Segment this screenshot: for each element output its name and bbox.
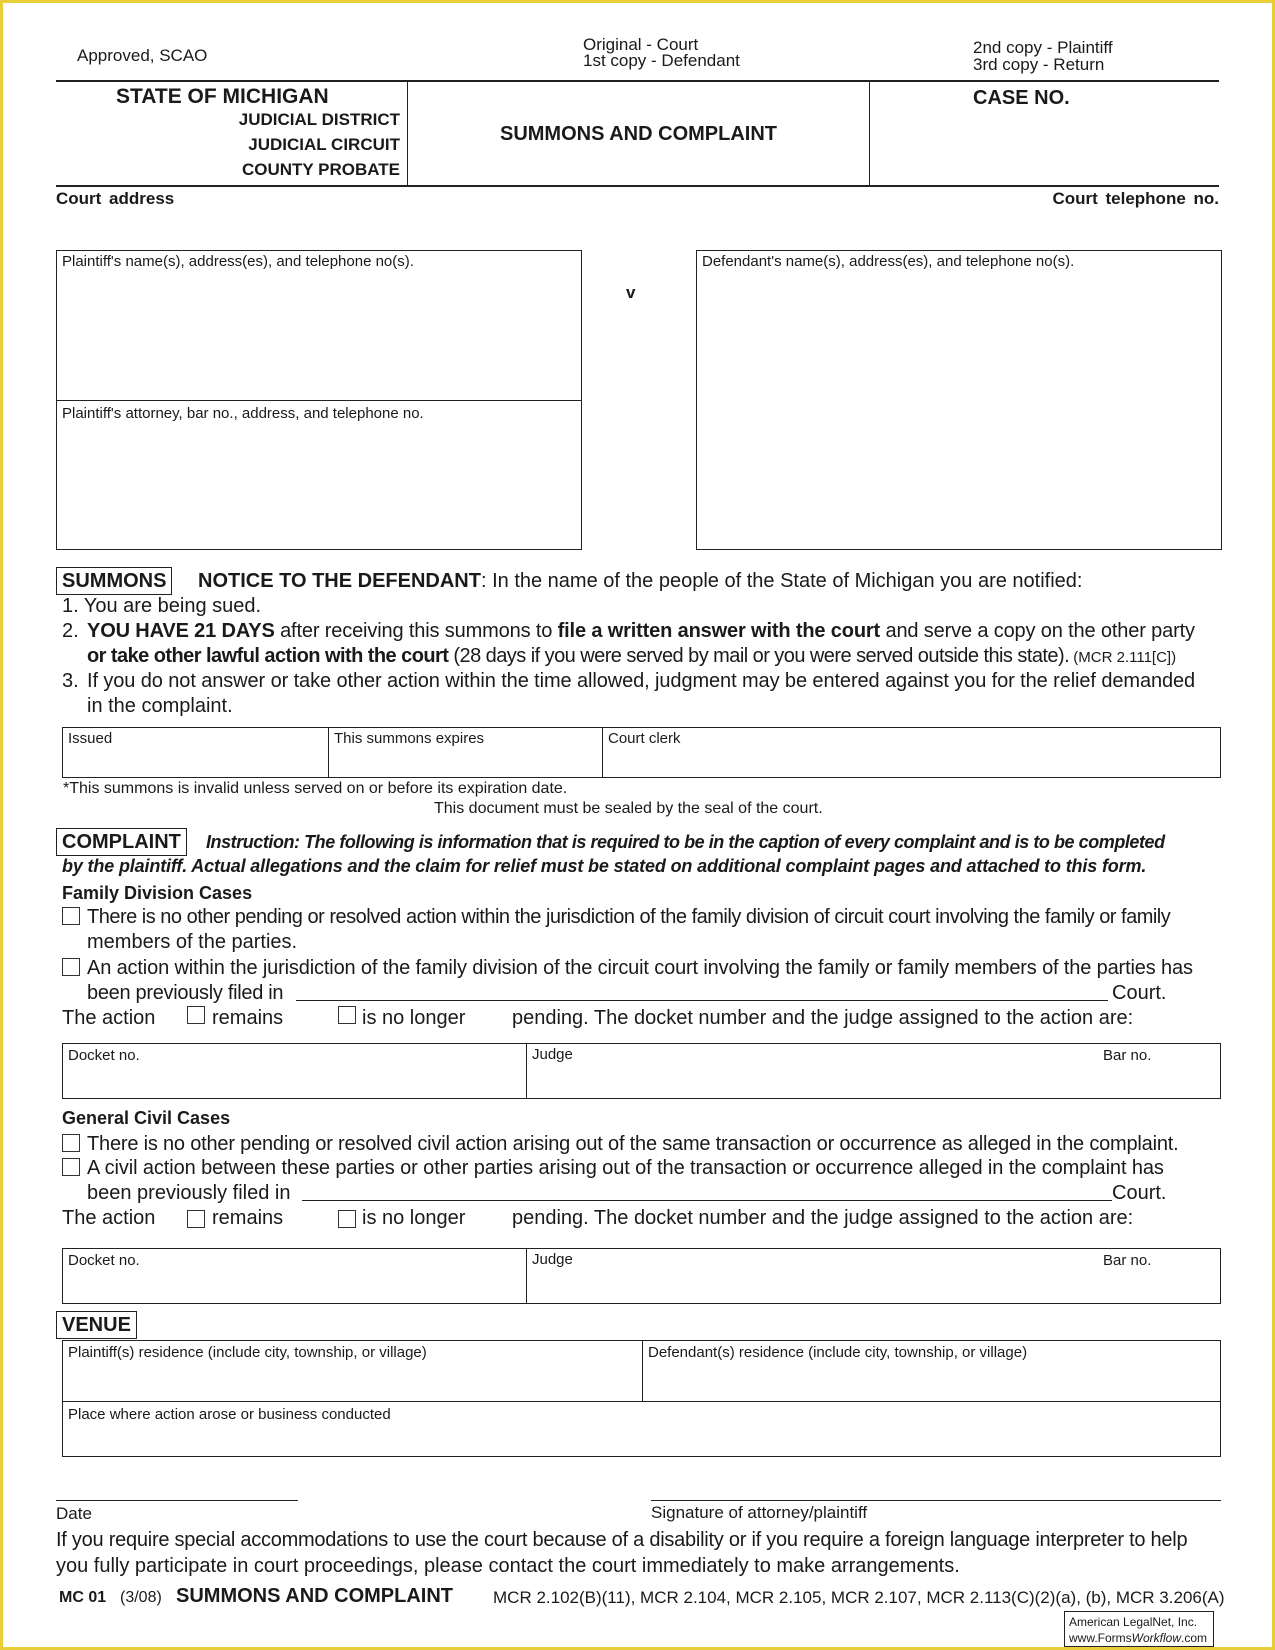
- issuance-table: [62, 727, 1221, 778]
- civil-bar-label: Bar no.: [1103, 1252, 1152, 1269]
- state-name: STATE OF MICHIGAN: [116, 85, 329, 108]
- family-remains-label: remains: [212, 1007, 284, 1029]
- civil-no-longer-label: is no longer: [362, 1207, 466, 1229]
- accommodations-line-2: you fully participate in court proceedings, please contact the court immediately to make arrangements.: [56, 1555, 960, 1577]
- form-code: MC 01: [59, 1589, 107, 1606]
- civil-no-longer-checkbox[interactable]: [338, 1210, 356, 1228]
- item-2-text-c: (28 days if you were served by mail or you were served outside this state).: [448, 645, 1070, 667]
- court-telephone-label: Court telephone no.: [1052, 189, 1219, 208]
- civil-judge-label: Judge: [532, 1251, 573, 1268]
- invalid-note: *This summons is invalid unless served on or before its expiration date.: [63, 780, 568, 797]
- county-probate: COUNTY PROBATE: [241, 160, 400, 179]
- family-no-action-line1: There is no other pending or resolved action within the jurisdiction of the family division of circuit court involving the family or family: [87, 906, 1171, 928]
- days-emphasis: YOU HAVE 21 DAYS: [87, 620, 275, 642]
- plaintiff-info-field[interactable]: [57, 251, 581, 401]
- judicial-circuit: JUDICIAL CIRCUIT: [248, 135, 400, 154]
- file-answer-emphasis: file a written answer with the court: [557, 620, 881, 642]
- copy-original: Original - Court: [583, 35, 699, 54]
- action-place-field[interactable]: [63, 1402, 1220, 1456]
- copy-first: 1st copy - Defendant: [583, 51, 740, 70]
- defendant-info-label: Defendant's name(s), address(es), and telephone no(s).: [702, 253, 1075, 270]
- civil-remains-label: remains: [212, 1207, 284, 1229]
- family-prior-action-checkbox[interactable]: [62, 958, 80, 976]
- defendant-residence-field[interactable]: [643, 1341, 1220, 1401]
- civil-the-action: The action: [62, 1207, 156, 1229]
- family-bar-label: Bar no.: [1103, 1047, 1152, 1064]
- family-docket-field[interactable]: [63, 1044, 527, 1098]
- defendant-info-field[interactable]: [697, 251, 1221, 549]
- summons-item-2-line1: [87, 619, 1220, 644]
- civil-court-suffix: Court.: [1112, 1182, 1167, 1204]
- civil-judge-field[interactable]: [527, 1249, 1067, 1303]
- summons-item-2-num: 2.: [62, 620, 79, 642]
- header-divider-right: [869, 81, 870, 185]
- date-line[interactable]: [56, 1500, 298, 1501]
- civil-remains-checkbox[interactable]: [187, 1210, 205, 1228]
- attorney-info-field[interactable]: [57, 401, 581, 549]
- defendant-box: [696, 250, 1222, 550]
- action-place-label: Place where action arose or business conducted: [68, 1406, 391, 1423]
- item-2-rule-ref: (MCR 2.111[C]): [1069, 649, 1177, 666]
- signature-line[interactable]: [651, 1500, 1221, 1501]
- approved-label: Approved, SCAO: [77, 46, 208, 65]
- seal-note: This document must be sealed by the seal of the court.: [434, 800, 823, 817]
- item-2-text-a: after receiving this summons to: [274, 620, 558, 642]
- copy-distribution-center: [583, 37, 740, 69]
- summons-heading: SUMMONS: [56, 567, 172, 595]
- family-prior-court-field[interactable]: [296, 1000, 1108, 1001]
- plaintiff-residence-label: Plaintiff(s) residence (include city, township, or village): [68, 1344, 427, 1361]
- civil-prior-court-field[interactable]: [302, 1200, 1112, 1201]
- civil-docket-label: Docket no.: [68, 1252, 140, 1269]
- signature-label: Signature of attorney/plaintiff: [651, 1503, 868, 1522]
- issued-label: Issued: [68, 730, 113, 747]
- civil-pending-text: pending. The docket number and the judge assigned to the action are:: [512, 1207, 1134, 1229]
- family-docket-table: [62, 1043, 1221, 1099]
- clerk-field[interactable]: [603, 728, 1219, 777]
- court-rules: MCR 2.102(B)(11), MCR 2.104, MCR 2.105, MCR 2.107, MCR 2.113(C)(2)(a), (b), MCR 3.206(A): [493, 1588, 1225, 1607]
- summons-item-1: 1. You are being sued.: [62, 595, 262, 617]
- vendor-name: American LegalNet, Inc.: [1069, 1615, 1198, 1629]
- item-2-text-b: and serve a copy on the other party: [880, 620, 1195, 642]
- venue-table: [62, 1340, 1221, 1457]
- vendor-box: [1064, 1611, 1214, 1647]
- footer-form-name: SUMMONS AND COMPLAINT: [176, 1585, 454, 1607]
- summons-item-3: [87, 669, 1227, 719]
- copy-distribution-right: [973, 39, 1113, 73]
- issued-field[interactable]: [63, 728, 329, 777]
- civil-docket-field[interactable]: [63, 1249, 527, 1303]
- copy-third: 3rd copy - Return: [973, 55, 1105, 74]
- date-label: Date: [56, 1504, 92, 1523]
- plaintiff-info-label: Plaintiff's name(s), address(es), and telephone no(s).: [62, 253, 414, 270]
- family-no-action-checkbox[interactable]: [62, 907, 80, 925]
- copy-second: 2nd copy - Plaintiff: [973, 38, 1113, 57]
- case-number-field[interactable]: [890, 110, 1210, 180]
- summons-item-2-line2: [87, 644, 1220, 670]
- civil-no-action-text: There is no other pending or resolved civil action arising out of the same transaction or occurrence as alleged in the complaint.: [87, 1133, 1179, 1155]
- family-no-action-line2: members of the parties.: [87, 931, 298, 953]
- vendor-url-a: www.Forms: [1069, 1631, 1132, 1645]
- form-title: SUMMONS AND COMPLAINT: [499, 123, 778, 145]
- attorney-info-label: Plaintiff's attorney, bar no., address, and telephone no.: [62, 405, 424, 422]
- clerk-label: Court clerk: [608, 730, 681, 747]
- defendant-residence-label: Defendant(s) residence (include city, township, or village): [648, 1344, 1028, 1361]
- family-bar-field[interactable]: [1098, 1044, 1218, 1098]
- plaintiff-attorney-box: [56, 250, 582, 550]
- civil-docket-table: [62, 1248, 1221, 1304]
- summons-item-3-line1: If you do not answer or take other action within the time allowed, judgment may be entered against you for the relief demanded: [87, 670, 1196, 692]
- notice-text: : In the name of the people of the State of Michigan you are notified:: [480, 570, 1083, 592]
- instruction-line-1: Instruction: The following is information that is required to be in the caption of every complaint and is to be completed: [206, 832, 1165, 852]
- civil-bar-field[interactable]: [1098, 1249, 1218, 1303]
- family-prior-action-line1: An action within the jurisdiction of the family division of the circuit court involving the family or family members of the parties has: [87, 957, 1193, 979]
- family-the-action: The action: [62, 1007, 156, 1029]
- summons-item-2: [87, 619, 1220, 670]
- family-no-longer-checkbox[interactable]: [338, 1006, 356, 1024]
- plaintiff-residence-field[interactable]: [63, 1341, 643, 1401]
- accommodations-line-1: If you require special accommodations to use the court because of a disability or if you require a foreign language interpreter to help: [56, 1529, 1188, 1551]
- family-remains-checkbox[interactable]: [187, 1006, 205, 1024]
- instruction-line-2: by the plaintiff. Actual allegations and the claim for relief must be stated on additional complaint pages and attached to this form.: [62, 856, 1147, 876]
- family-docket-label: Docket no.: [68, 1047, 140, 1064]
- family-judge-field[interactable]: [527, 1044, 1067, 1098]
- vendor-url[interactable]: [1069, 1630, 1209, 1646]
- venue-heading: VENUE: [56, 1311, 137, 1339]
- family-division-heading: Family Division Cases: [62, 883, 253, 903]
- family-prior-action-line2: been previously filed in: [87, 982, 284, 1004]
- expires-field[interactable]: [329, 728, 603, 777]
- civil-prior-action-line2: been previously filed in: [87, 1182, 291, 1204]
- judicial-district: JUDICIAL DISTRICT: [238, 110, 400, 129]
- header-bottom-rule: [56, 185, 1219, 187]
- versus-label: v: [626, 283, 636, 302]
- court-address-label: Court address: [56, 189, 175, 208]
- header-top-rule: [56, 80, 1219, 82]
- general-civil-heading: General Civil Cases: [62, 1108, 231, 1128]
- summons-item-3-line2: in the complaint.: [87, 695, 233, 717]
- vendor-url-c: .com: [1181, 1631, 1208, 1645]
- civil-no-action-checkbox[interactable]: [62, 1134, 80, 1152]
- family-pending-text: pending. The docket number and the judge assigned to the action are:: [512, 1007, 1134, 1029]
- form-date: (3/08): [120, 1589, 162, 1606]
- complaint-heading: COMPLAINT: [56, 828, 187, 856]
- family-court-suffix: Court.: [1112, 982, 1167, 1004]
- vendor-url-b: Workflow: [1131, 1631, 1182, 1645]
- family-no-longer-label: is no longer: [362, 1007, 466, 1029]
- lawful-action-emphasis: or take other lawful action with the court: [87, 645, 449, 667]
- case-number-label: CASE NO.: [973, 87, 1070, 109]
- expires-label: This summons expires: [334, 730, 485, 747]
- family-judge-label: Judge: [532, 1046, 573, 1063]
- notice-title: NOTICE TO THE DEFENDANT: [198, 570, 481, 592]
- civil-prior-action-checkbox[interactable]: [62, 1158, 80, 1176]
- summons-item-3-num: 3.: [62, 670, 79, 692]
- notice-line: [198, 569, 1082, 594]
- civil-prior-action-line1: A civil action between these parties or other parties arising out of the transaction or occurrence alleged in the complaint has: [87, 1157, 1164, 1179]
